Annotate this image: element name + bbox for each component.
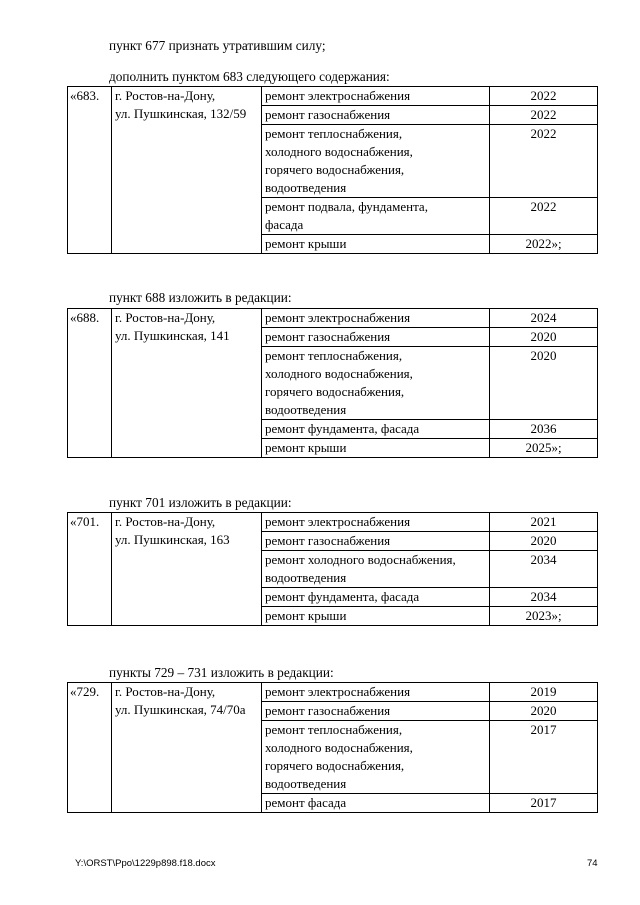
work-type-line: ремонт крыши [265,608,347,623]
year-cell: 2022»; [490,235,598,254]
address-line: ул. Пушкинская, 132/59 [115,106,247,121]
work-type-line: ремонт холодного водоснабжения, [265,552,456,567]
work-type-line: горячего водоснабжения, [265,384,405,399]
year-cell: 2022 [490,87,598,106]
year-cell: 2025»; [490,439,598,458]
paragraph-items-729-731: пункты 729 – 731 изложить в редакции: [109,665,334,680]
year-cell: 2034 [490,588,598,607]
work-type-line: водоотведения [265,776,347,791]
year-cell: 2036 [490,420,598,439]
year-cell: 2034 [490,551,598,588]
item-number: «688. [68,309,112,458]
work-type-line: горячего водоснабжения, [265,758,405,773]
year-cell: 2022 [490,198,598,235]
work-type-line: ремонт электроснабжения [265,684,411,699]
year-cell: 2019 [490,683,598,702]
work-type-line: водоотведения [265,570,347,585]
work-type-cell [262,721,490,794]
work-type-line: холодного водоснабжения, [265,740,413,755]
work-type-cell [262,551,490,588]
address-line: ул. Пушкинская, 163 [115,532,230,547]
work-type-line: ремонт теплоснабжения, [265,348,403,363]
work-type-line: ремонт газоснабжения [265,703,391,718]
address-line: г. Ростов-на-Дону, [115,684,216,699]
address-line: ул. Пушкинская, 74/70а [115,702,246,717]
work-type-cell [262,683,490,702]
table-row [68,87,598,106]
work-type-line: ремонт электроснабжения [265,88,411,103]
year-cell: 2017 [490,794,598,813]
table-item-729 [67,682,598,813]
table-row [68,683,598,702]
footer-file-path: Y:\ORST\Ppo\1229p898.f18.docx [75,858,216,869]
work-type-line: ремонт теплоснабжения, [265,126,403,141]
work-type-line: ремонт крыши [265,236,347,251]
work-type-line: ремонт газоснабжения [265,533,391,548]
year-cell: 2020 [490,328,598,347]
year-cell: 2021 [490,513,598,532]
work-type-line: ремонт газоснабжения [265,329,391,344]
work-type-line: холодного водоснабжения, [265,144,413,159]
work-type-line: водоотведения [265,180,347,195]
address-line: ул. Пушкинская, 141 [115,328,230,343]
work-type-cell [262,106,490,125]
paragraph-add-683: дополнить пунктом 683 следующего содержания: [109,69,390,84]
year-cell: 2020 [490,347,598,420]
paragraph-item-688: пункт 688 изложить в редакции: [109,290,292,305]
year-cell: 2024 [490,309,598,328]
year-cell: 2023»; [490,607,598,626]
work-type-line: ремонт электроснабжения [265,514,411,529]
table-row [68,309,598,328]
work-type-cell [262,532,490,551]
paragraph-item-677: пункт 677 признать утратившим силу; [109,38,326,53]
work-type-cell [262,607,490,626]
work-type-line: горячего водоснабжения, [265,162,405,177]
work-type-cell [262,702,490,721]
item-number: «729. [68,683,112,813]
work-type-line: ремонт фундамента, фасада [265,421,420,436]
work-type-line: холодного водоснабжения, [265,366,413,381]
work-type-cell [262,125,490,198]
item-number: «701. [68,513,112,626]
address-line: г. Ростов-на-Дону, [115,88,216,103]
address-cell [112,87,262,254]
address-line: г. Ростов-на-Дону, [115,514,216,529]
table-item-683 [67,86,598,254]
work-type-cell [262,328,490,347]
work-type-cell [262,309,490,328]
item-number: «683. [68,87,112,254]
work-type-line: фасада [265,217,304,232]
year-cell: 2017 [490,721,598,794]
work-type-line: водоотведения [265,402,347,417]
work-type-cell [262,420,490,439]
address-cell [112,309,262,458]
work-type-line: ремонт подвала, фундамента, [265,199,428,214]
year-cell: 2022 [490,106,598,125]
year-cell: 2020 [490,532,598,551]
table-item-701 [67,512,598,626]
work-type-cell [262,198,490,235]
work-type-cell [262,513,490,532]
paragraph-item-701: пункт 701 изложить в редакции: [109,495,292,510]
work-type-line: ремонт фасада [265,795,347,810]
work-type-line: ремонт крыши [265,440,347,455]
year-cell: 2022 [490,125,598,198]
work-type-line: ремонт теплоснабжения, [265,722,403,737]
table-item-688 [67,308,598,458]
work-type-cell [262,87,490,106]
table-row [68,513,598,532]
work-type-cell [262,235,490,254]
address-cell [112,683,262,813]
year-cell: 2020 [490,702,598,721]
work-type-cell [262,347,490,420]
footer-page-number: 74 [587,858,598,869]
work-type-line: ремонт электроснабжения [265,310,411,325]
work-type-line: ремонт фундамента, фасада [265,589,420,604]
work-type-cell [262,794,490,813]
work-type-cell [262,439,490,458]
address-cell [112,513,262,626]
work-type-cell [262,588,490,607]
work-type-line: ремонт газоснабжения [265,107,391,122]
address-line: г. Ростов-на-Дону, [115,310,216,325]
